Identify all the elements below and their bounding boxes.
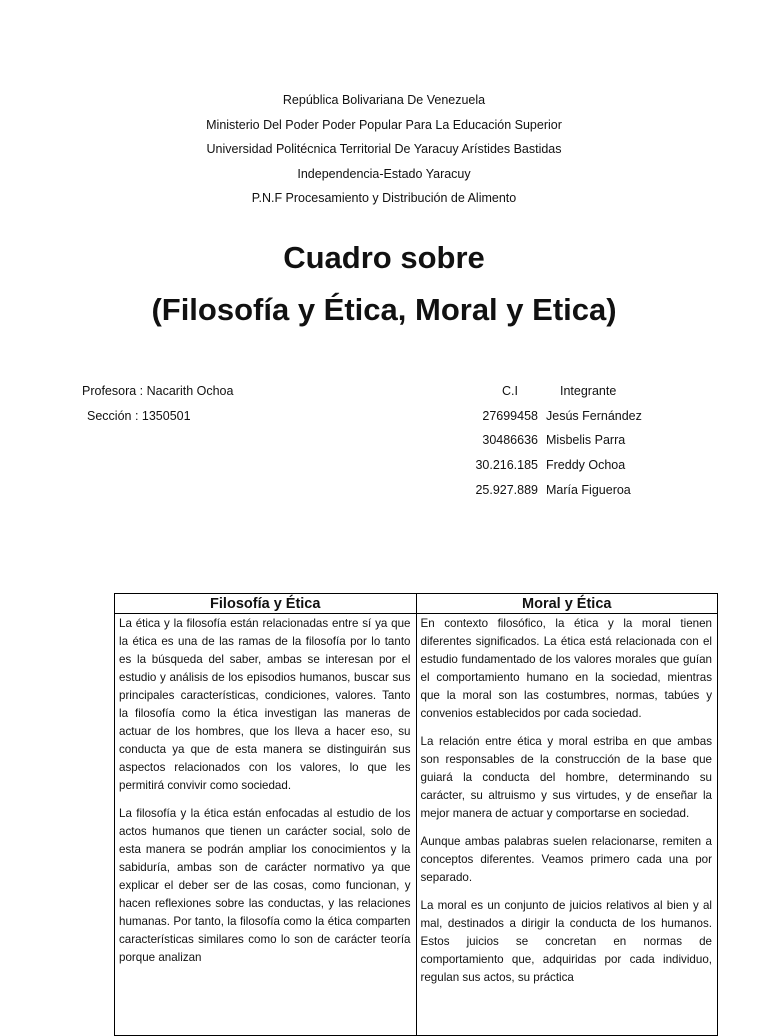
paragraph: La relación entre ética y moral estriba en que ambas son responsables de la construcción de la base que guiará la conducta del hombre, determinando su carácter, su altruismo y sus virtudes, y de enseñar la mejor manera de actuar y comportarse en sociedad. [420,735,712,820]
paragraph: La ética y la filosofía están relacionadas entre sí ya que la ética es una de las ramas de la filosofía por lo tanto es la búsqueda del saber, ambas se interesan por el estudio y análisis de los episodios humanos, buscar sus principales características, condiciones, valores. Tanto la filosofía como la ética investigan las maneras de actuar de los hombres, que los lleva a hacer eso, su conducta ya que de esta manera se distinguirán sus aspectos relacionados con los valores, lo que les permitirá convivir como sociedad. [119,617,411,792]
member-ci: 27699458 [482,408,538,423]
table-row [115,614,718,1036]
member-row [460,428,642,453]
header-line-university: Universidad Politécnica Territorial De Yaracuy Arístides Bastidas [206,142,562,156]
paragraph: La moral es un conjunto de juicios relativos al bien y al mal, destinados a dirigir la conducta de los humanos. Estos juicios se concretan en normas de comportamiento que, adquiridas por cada individuo, regulan sus actos, su práctica [420,899,712,984]
member-name: Misbelis Parra [546,433,626,448]
paragraph: Aunque ambas palabras suelen relacionarse, remiten a conceptos diferentes. Veamos primero cada una por separado. [420,835,712,884]
header-line-ministry: Ministerio Del Poder Poder Popular Para La Educación Superior [206,117,562,132]
cell-filosofia-etica [115,614,417,1036]
member-ci: 30486636 [482,433,538,448]
ci-column-header: C.I [502,384,518,398]
course-info [82,379,233,429]
header-line-program: P.N.F Procesamiento y Distribución de Alimento [251,191,517,205]
member-name: María Figueroa [546,482,631,497]
member-name: Jesús Fernández [546,408,642,423]
members-header-row [460,379,642,404]
members-list [460,379,642,503]
member-ci: 30.216.185 [475,458,538,473]
document-subtitle: (Filosofía y Ética, Moral y Etica) [151,292,617,327]
document-title: Cuadro sobre [283,240,485,275]
paragraph: La filosofía y la ética están enfocadas al estudio de los actos humanos que tienen un carácter social, solo de esta manera se podrán ampliar los conocimientos y la sabiduría, ambas son de carácter normativo ya que explicar el deber ser de las cosas, como funcionan, y hacen reflexiones sobre las conductas, y las relaciones humanas. Por tanto, la filosofía como la ética comparten características similares como lo son de carácter teoría porque analizan [119,807,411,964]
teacher-name: Profesora : Nacarith Ochoa [82,384,234,398]
comparison-table [114,593,718,1036]
member-row [460,453,642,478]
header-line-republic: República Bolivariana De Venezuela [282,93,486,107]
cell-moral-etica [416,614,718,1036]
member-name: Freddy Ochoa [546,458,626,473]
section-number: Sección : 1350501 [87,409,191,423]
member-row [460,478,642,503]
paragraph: En contexto filosófico, la ética y la moral tienen diferentes significados. La ética está relacionada con el estudio fundamentado de los valores morales que guían el comportamiento humano en la sociedad, mientras que la moral son las costumbres, normas, tabúes y convenios establecidos por cada sociedad. [420,617,712,720]
member-column-header: Integrante [560,384,617,398]
column-header-moral-etica: Moral y Ética [416,594,718,614]
member-ci: 25.927.889 [475,482,538,497]
header-line-location: Independencia-Estado Yaracuy [297,166,471,181]
member-row [460,404,642,429]
column-header-filosofia-etica: Filosofía y Ética [115,594,417,614]
institution-header [0,88,768,211]
